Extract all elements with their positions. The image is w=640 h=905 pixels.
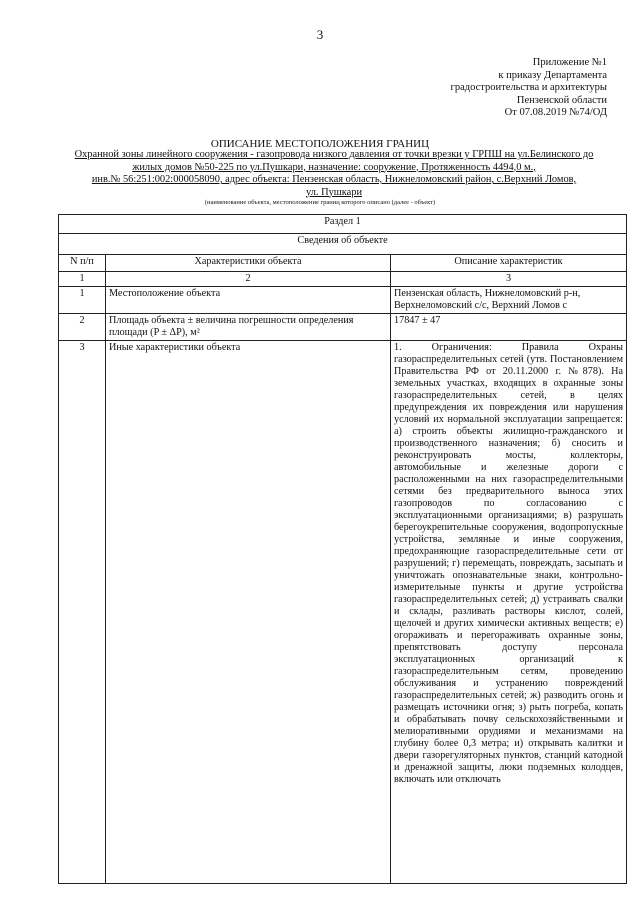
column-number: 2 xyxy=(106,272,391,287)
appendix-line: Пензенской области xyxy=(516,94,607,106)
object-description xyxy=(50,149,618,199)
object-description-line: инв.№ 56:251:002:000058090, адрес объекта: Пензенская область, Нижнеломовский район, с.Верхний Ломов, xyxy=(91,174,577,185)
column-number: 1 xyxy=(59,272,106,287)
section-title-row xyxy=(59,234,627,255)
object-description-line: жилых домов №50-225 по ул.Пушкари, назначение: сооружение, Протяженность 4494,0 м., xyxy=(132,161,536,173)
object-description-note: (наименование объекта, местоположение границ которого описано (далее - объект) xyxy=(204,199,436,206)
appendix-header xyxy=(367,57,607,120)
header-num: N п/п xyxy=(59,255,106,272)
appendix-line: градостроительства и архитектуры xyxy=(450,82,607,94)
row-number: 1 xyxy=(59,287,106,314)
table-row xyxy=(59,314,627,341)
table-row xyxy=(59,287,627,314)
section-title: Сведения об объекте xyxy=(59,234,627,255)
object-info-table xyxy=(58,214,627,884)
document-title: ОПИСАНИЕ МЕСТОПОЛОЖЕНИЯ ГРАНИЦ xyxy=(210,138,430,150)
appendix-line: От 07.08.2019 №74/ОД xyxy=(504,107,607,119)
row-number: 3 xyxy=(59,341,106,884)
object-description-line: ул. Пушкари xyxy=(305,186,363,198)
row-characteristic: Иные характеристики объекта xyxy=(106,341,391,884)
page-number: 3 xyxy=(316,27,324,42)
header-description: Описание характеристик xyxy=(391,255,627,272)
header-characteristics: Характеристики объекта xyxy=(106,255,391,272)
table-header-row xyxy=(59,255,627,272)
table-row xyxy=(59,341,627,884)
appendix-line: к приказу Департамента xyxy=(498,69,607,81)
row-description: 1. Ограничения: Правила Охраны газораспределительных сетей (утв. Постановлением Правительства РФ от 20.11.2000 г. №878). На земельных участках, входящих в охранные зоны газораспределительных сетей, в целях предупреждения их повреждения или нарушения условий их нормальной эксплуатации запрещается: а) строить объекты жилищно-гражданского и производственного назначения; б) сносить и реконструировать мосты, коллекторы, автомобильные и железные дороги с расположенными на них газораспределительными сетями без предварительного выноса этих газопроводов по согласованию с эксплуатационными организациями; в) разрушать берегоукрепительные сооружения, водопропускные устройства, земляные и иные сооружения, предохраняющие газораспределительные сети от разрушений; г) перемещать, повреждать, засыпать и уничтожать опознавательные знаки, контрольно-измерительные пункты и другие устройства газораспределительных сетей; д) устраивать свалки и склады, разливать растворы кислот, солей, щелочей и других химически активных веществ; е) огораживать и перегораживать охранные зоны, препятствовать доступу персонала эксплуатационных организаций к газораспределительным сетям, проведению обслуживания и устранению повреждений газораспределительных сетей; ж) разводить огонь и размещать источники огня; з) рыть погреба, копать и обрабатывать почву сельскохозяйственными и мелиоративными орудиями и механизмами на глубину более 0,3 метра; и) открывать калитки и двери газорегуляторных пунктов, станций катодной и дренажной защиты, люки подземных колодцев, включать или отключать xyxy=(391,341,627,884)
column-numbers-row xyxy=(59,272,627,287)
row-characteristic: Площадь объекта ± величина погрешности определения площади (P ± ΔP), м² xyxy=(106,314,391,341)
row-description: 17847 ± 47 xyxy=(391,314,627,341)
appendix-line: Приложение №1 xyxy=(532,57,607,68)
row-description: Пензенская область, Нижнеломовский р-н, Верхнеломовский с/с, Верхний Ломов с xyxy=(391,287,627,314)
section-label: Раздел 1 xyxy=(59,215,627,234)
section-row xyxy=(59,215,627,234)
row-characteristic: Местоположение объекта xyxy=(106,287,391,314)
object-description-line: Охранной зоны линейного сооружения - газопровода низкого давления от точки врезки у ГРПШ на ул.Белинского до xyxy=(74,149,594,160)
column-number: 3 xyxy=(391,272,627,287)
row-number: 2 xyxy=(59,314,106,341)
